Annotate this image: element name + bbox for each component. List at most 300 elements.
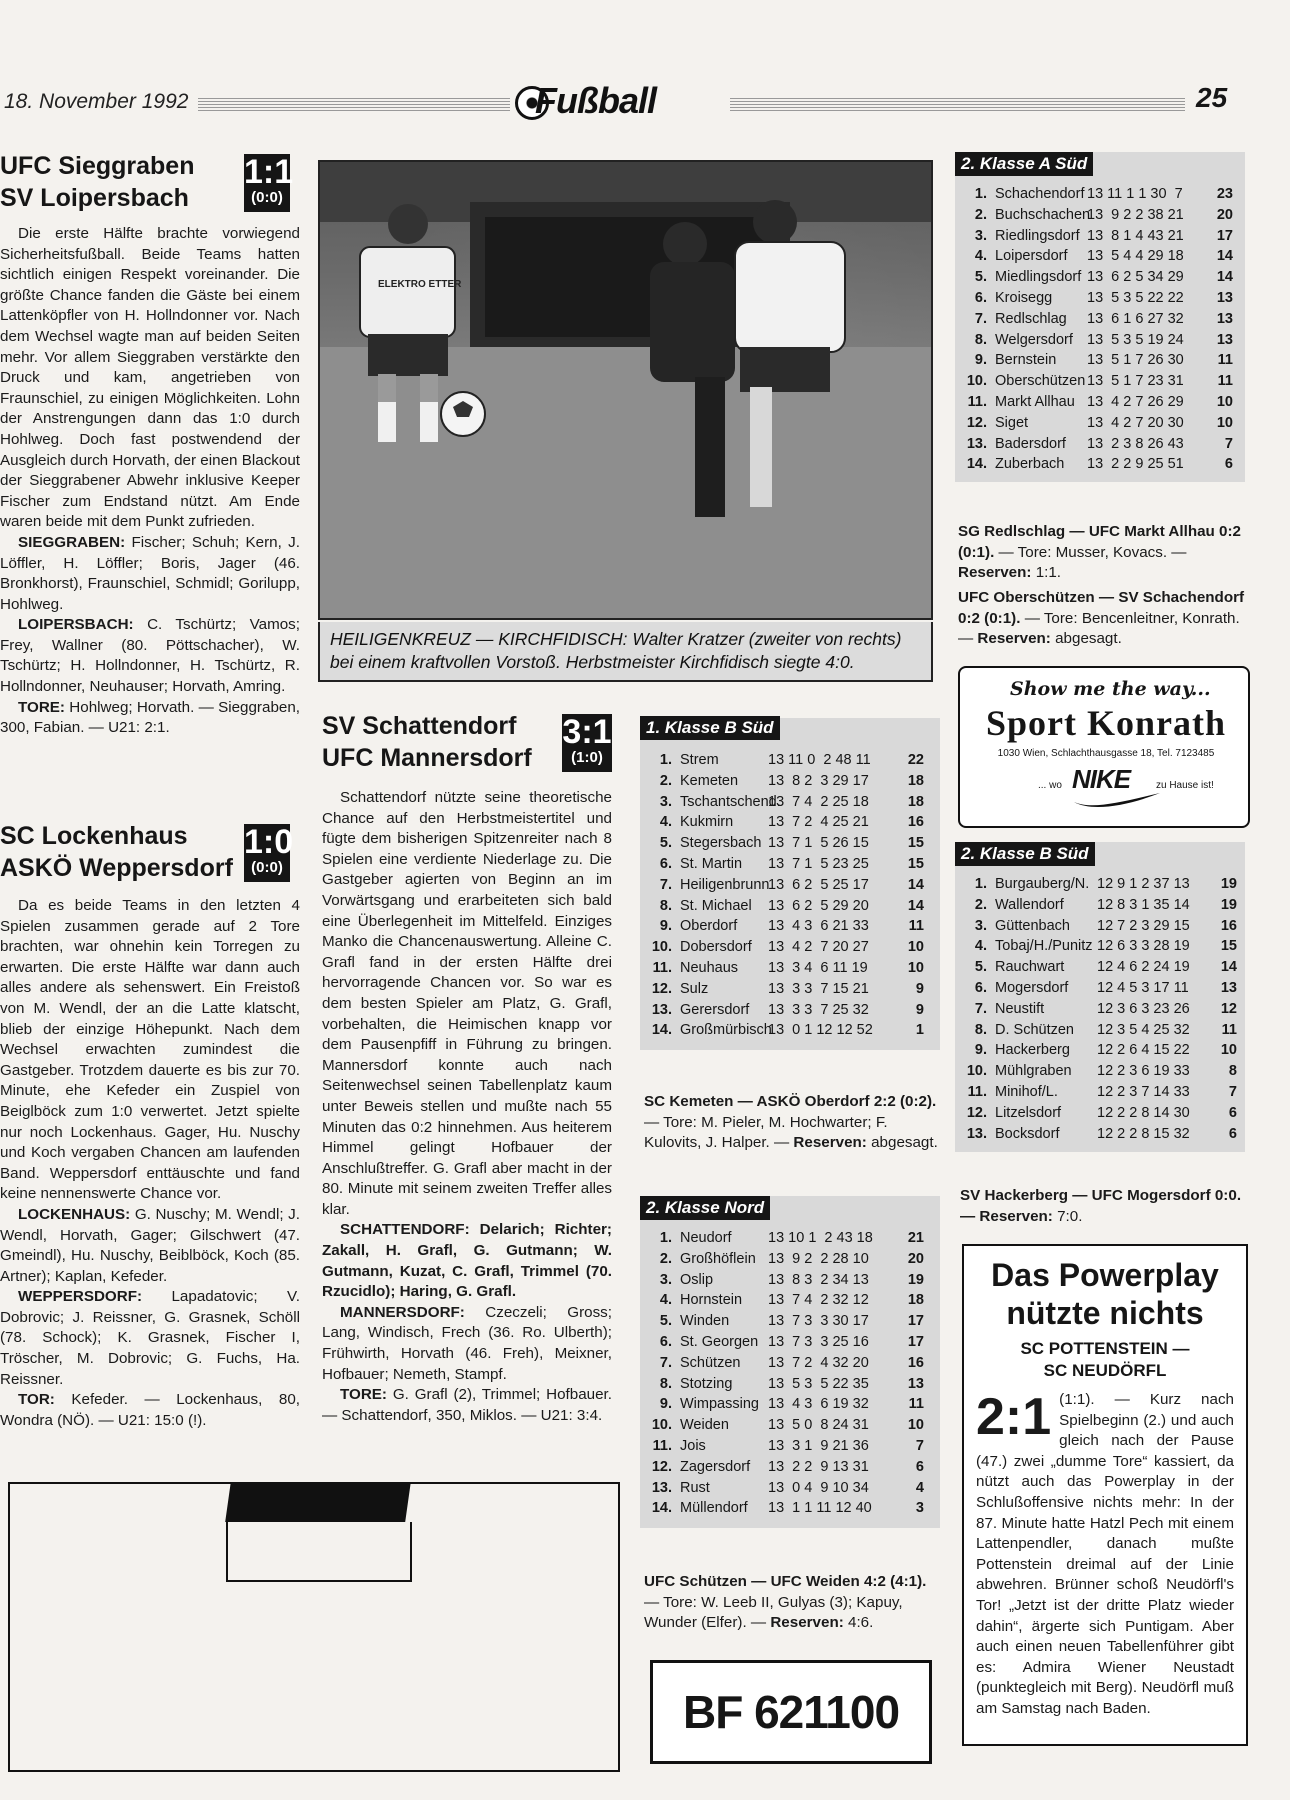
score-box	[244, 153, 294, 212]
table-row	[644, 1290, 936, 1311]
table-row	[644, 1436, 936, 1457]
stats-cell: 12 9 1 2 37 13	[1097, 876, 1190, 892]
table-row	[959, 936, 1241, 957]
team-cell: Siget	[995, 414, 1029, 431]
rank-cell: 10.	[651, 1417, 672, 1434]
table-row	[959, 978, 1241, 999]
rank-cell: 12.	[966, 1104, 987, 1121]
rank-cell: 13.	[966, 1125, 987, 1142]
table-row	[959, 350, 1241, 371]
stats-cell: 13 5 0 8 24 31	[768, 1417, 869, 1434]
team-cell: Weiden	[680, 1417, 729, 1434]
team-cell: Wallendorf	[995, 896, 1064, 913]
stats-cell: 12 3 6 3 23 26	[1097, 1000, 1190, 1017]
rank-cell: 11.	[967, 393, 987, 410]
table-row	[959, 1040, 1241, 1061]
points-cell: 15	[907, 855, 924, 872]
points-cell: 19	[1220, 896, 1237, 913]
goals-label: TOR:	[18, 1391, 55, 1409]
result-text: — Tore: Musser, Kovacs. —	[998, 543, 1187, 561]
stats-cell: 13 7 1 5 26 15	[768, 835, 869, 852]
points-cell: 18	[907, 772, 924, 789]
rank-cell: 5.	[974, 959, 987, 976]
rank-cell: 6.	[659, 1333, 672, 1350]
table-row	[959, 330, 1241, 351]
team-cell: Zuberbach	[995, 456, 1065, 473]
ad-shop-name: Sport Konrath	[985, 703, 1227, 743]
team-cell: Mogersdorf	[995, 979, 1069, 996]
lineup-text: C. Tschürtz; Vamos; Frey, Wallner (80. Pöttschacher), W. Tschürtz; H. Hollndonner, H. Tschürtz, R. Hollndonner, Neuhauser; Horvath, Amring.	[0, 616, 300, 696]
table-row	[644, 896, 936, 917]
points-cell: 10	[907, 959, 924, 976]
result-headline: SC Kemeten — ASKÖ Oberdorf 2:2 (0:2).	[644, 1093, 937, 1110]
rank-cell: 13.	[966, 435, 987, 452]
rank-cell: 8.	[659, 897, 672, 914]
points-cell: 3	[915, 1500, 924, 1517]
issue-date: 18. November 1992	[4, 90, 189, 113]
team-cell: Kroisegg	[995, 289, 1053, 306]
goals-label: TORE:	[18, 698, 65, 716]
stats-cell: 13 0 4 9 10 34	[768, 1479, 869, 1496]
team-cell: Litzelsdorf	[995, 1104, 1062, 1121]
team-cell: Rust	[680, 1479, 710, 1496]
result-text: — Tore: Bencenleitner, Konrath. —	[958, 609, 1240, 648]
table-row	[959, 288, 1241, 309]
result-oberschuetzen-schachendorf	[958, 588, 1250, 650]
stats-cell: 13 7 3 3 25 16	[768, 1333, 869, 1350]
table-row	[644, 979, 936, 1000]
team-cell: Kemeten	[680, 772, 739, 789]
match-photo	[318, 160, 933, 620]
stats-cell: 13 10 1 2 43 18	[768, 1230, 873, 1246]
stats-cell: 12 7 2 3 29 15	[1097, 917, 1190, 934]
table-row	[644, 1270, 936, 1291]
stats-cell: 13 4 3 6 19 32	[768, 1396, 869, 1413]
stats-cell: 13 0 1 12 12 52	[768, 1022, 873, 1039]
team-cell: St. Michael	[680, 897, 752, 914]
points-cell: 7	[915, 1437, 924, 1454]
team-cell: Winden	[680, 1313, 730, 1330]
table-row	[959, 916, 1241, 937]
stats-cell: 13 5 3 5 22 35	[768, 1375, 869, 1392]
table-row	[644, 1311, 936, 1332]
stats-cell: 12 6 3 3 28 19	[1097, 938, 1190, 955]
ad-text-after: zu Hause ist!	[1156, 780, 1214, 791]
rank-cell: 1.	[659, 752, 672, 768]
points-cell: 13	[1216, 310, 1233, 327]
home-team: SC Lockenhaus	[0, 822, 188, 850]
team-cell: St. Martin	[680, 855, 743, 872]
stats-cell: 13 7 4 2 25 18	[768, 793, 869, 810]
lineup-label: MANNERSDORF:	[340, 1303, 465, 1321]
table-row	[644, 750, 936, 771]
team-cell: Bernstein	[995, 352, 1057, 369]
stats-cell: 13 6 2 5 25 17	[768, 876, 869, 893]
team-cell: Mühlgraben	[995, 1063, 1072, 1080]
points-cell: 11	[908, 1396, 924, 1413]
match-report: Die erste Hälfte brachte vorwiegend Sicherheitsfußball. Beide Teams hatten sichtlich einigen Respekt voreinander. Die größte Chance fanden die Gäste bei einem Lattenköpfler von H. Hollndonner vor. Nach dem Wechsel wagte man auf beiden Seiten mehr. Vor allem Sieggraben verstärkte den Druck und kam, angetrieben von Fraunschiel, zu einigen Möglichkeiten. Lohn der Anstrengungen dann das 1:0 durch Hohlweg. Doch fast postwendend der Ausgleich durch Horvath, der einen Blackout der Sieggrabener Abwehr inklusive Keeper Fischer zum Endstand nützt. Am Ende waren beide mit dem Punkt zufrieden.	[0, 225, 300, 531]
points-cell: 10	[1216, 414, 1233, 431]
table-row	[959, 434, 1241, 455]
ad-slogan: Show me the way...	[1010, 678, 1211, 700]
rank-cell: 5.	[974, 269, 987, 286]
half-time-score: (0:0)	[251, 189, 283, 206]
team-cell: Stegersbach	[680, 835, 762, 852]
rank-cell: 3.	[974, 917, 987, 934]
points-cell: 11	[1221, 1021, 1237, 1038]
points-cell: 17	[907, 1313, 924, 1330]
goal-area-lines	[226, 1522, 412, 1582]
headline-line-2: nützte nichts	[1006, 1295, 1204, 1331]
match-home: SC POTTENSTEIN —	[1020, 1339, 1190, 1358]
stats-cell: 13 5 1 7 26 30	[1087, 352, 1184, 369]
table-row	[959, 246, 1241, 267]
points-cell: 17	[1216, 227, 1233, 244]
points-cell: 20	[907, 1250, 924, 1267]
points-cell: 11	[1217, 352, 1233, 369]
match-away: SC NEUDÖRFL	[1043, 1361, 1167, 1380]
stats-cell: 13 9 2 2 38 21	[1087, 206, 1184, 223]
rank-cell: 1.	[659, 1230, 672, 1246]
table-2-klasse-nord	[640, 1196, 940, 1528]
sport-konrath-ad	[958, 666, 1250, 828]
team-cell: Markt Allhau	[995, 393, 1075, 410]
points-cell: 11	[1217, 373, 1233, 390]
team-cell: Stotzing	[680, 1375, 733, 1392]
match-report: Da es beide Teams in den letzten 4 Spielen zusammen gerade auf 2 Tore brachten, war ohnehin kein Torregen zu erwarten. Die erste Hälfte war dann auch alles andere als sehenswert. Ein Freistoß von M. Wendl, der an die Latte klatscht, blieb der einzige Höhepunkt. Nach dem Wechsel erwachten zumindest die Gastgeber. Trotzdem dauerte es bis zur 70. Minute, ehe Kefeder ein Zuspiel von Beiglböck zum 1:0 verwertet. Jetzt spielte nur noch Lockenhaus. Gager, Hu. Nuschy und Koch vergaben Chancen am laufenden Band. Weppersdorf enttäuschte und fand keine nennenswerte Chance vor.	[0, 897, 300, 1203]
team-cell: Hackerberg	[995, 1042, 1070, 1059]
final-score: 3:1	[562, 713, 612, 751]
points-cell: 21	[907, 1230, 924, 1246]
points-cell: 15	[907, 835, 924, 852]
header-rule-right	[730, 98, 1185, 112]
points-cell: 13	[1216, 331, 1233, 348]
match-report: Schattendorf nützte seine theoretische Chance auf den Herbstmeistertitel und fügte dem bisherigen Spitzenreiter nach 8 Spielen eine verdiente Niederlage zu. Die Gastgeber agierten von Beginn an im Vorwärtsgang und erarbeiteten sich bald eine Überlegenheit im Mittelfeld. Einziges Manko die Chancenauswertung. Alleine C. Grafl fand in der ersten Hälfte drei hervorragende Chancen vor. So war es dem besten Spieler am Platz, G. Grafl, vorbehalten, die Heimischen knapp vor dem Pausenpfiff in Führung zu bringen. Mannersdorf konnte auch nach Seitenwechsel seinen Tabellenplatz kaum unter Beweis stellen und mußte nach 55 Minuten das 0:2 hinnehmen. Aus heiterem Himmel gelingt Hofbauer der Anschlußtreffer. G. Grafl aber macht in der 80. Minute mit seinem zweiten Treffer alles klar.	[322, 789, 612, 1218]
reserves-label: Reserven:	[793, 1134, 867, 1152]
score-initial: 2:1	[976, 1388, 1052, 1446]
rank-cell: 3.	[659, 793, 672, 810]
stats-cell: 13 6 2 5 29 20	[768, 897, 869, 914]
stats-cell: 13 3 3 7 25 32	[768, 1001, 869, 1018]
rank-cell: 9.	[974, 352, 987, 369]
table-2-klasse-a-sued	[955, 152, 1245, 482]
lineup-text: G. Nuschy; M. Wendl; J. Wendl, Horvath, Gager; Gilschwert (47. Gmeindl), Hu. Nuschy, Beiblböck, Koch (85. Artner); Kaplan, Kefeder.	[0, 1205, 300, 1285]
half-time-score: (0:0)	[251, 859, 283, 876]
points-cell: 22	[907, 752, 924, 768]
team-cell: Heiligenbrunn	[680, 876, 770, 893]
table-1-klasse-b-sued	[640, 718, 940, 1050]
reserves-result: abgesagt.	[1055, 630, 1122, 648]
rank-cell: 4.	[659, 1292, 672, 1309]
stats-cell: 13 7 2 4 25 21	[768, 814, 869, 831]
team-cell: Tobaj/H./Punitz	[995, 938, 1093, 955]
points-cell: 14	[1216, 269, 1233, 286]
shirt-print: ELEKTRO ETTER	[378, 279, 462, 290]
stats-cell: 13 8 2 3 29 17	[768, 772, 869, 789]
rank-cell: 7.	[974, 1000, 987, 1017]
table-row	[959, 1020, 1241, 1041]
rank-cell: 1.	[974, 876, 987, 892]
points-cell: 10	[907, 1417, 924, 1434]
points-cell: 14	[907, 897, 924, 914]
result-hackerberg-mogersdorf	[960, 1186, 1250, 1227]
stats-cell: 13 8 3 2 34 13	[768, 1271, 869, 1288]
lineup-away	[0, 1287, 300, 1390]
team-cell: Kukmirn	[680, 814, 734, 831]
lineup-label: LOIPERSBACH:	[18, 616, 134, 634]
stats-cell: 13 6 1 6 27 32	[1087, 310, 1184, 327]
reserves-label: Reserven:	[770, 1614, 844, 1632]
result-schuetzen-weiden	[644, 1572, 940, 1634]
table-row	[644, 916, 936, 937]
section-title: Fußball	[535, 80, 656, 121]
table-row	[959, 184, 1241, 205]
team-cell: Strem	[680, 752, 719, 768]
rank-cell: 4.	[659, 814, 672, 831]
rank-cell: 5.	[659, 1313, 672, 1330]
stats-cell: 13 11 0 2 48 11	[768, 752, 871, 768]
away-team: UFC Mannersdorf	[322, 744, 532, 772]
table-row	[959, 413, 1241, 434]
rank-cell: 8.	[974, 331, 987, 348]
team-cell: Minihof/L.	[995, 1083, 1058, 1100]
rank-cell: 6.	[974, 979, 987, 996]
team-cell: St. Georgen	[680, 1333, 759, 1350]
team-cell: Neuhaus	[680, 959, 739, 976]
table-row	[959, 309, 1241, 330]
stats-cell: 13 2 2 9 13 31	[768, 1458, 869, 1475]
stats-cell: 13 11 1 1 30 7	[1087, 186, 1183, 202]
lineup-label: LOCKENHAUS:	[18, 1205, 131, 1223]
stats-cell: 12 4 5 3 17 11	[1097, 979, 1189, 996]
table-row	[644, 792, 936, 813]
result-text: — Tore: M. Pieler, M. Hochwarter; F. Kulovits, J. Halper. —	[644, 1113, 888, 1152]
table-row	[644, 854, 936, 875]
stats-cell: 13 8 1 4 43 21	[1087, 227, 1184, 244]
rank-cell: 14.	[651, 1500, 672, 1517]
rank-cell: 8.	[659, 1375, 672, 1392]
points-cell: 20	[1216, 206, 1233, 223]
stats-cell: 13 9 2 2 28 10	[768, 1250, 869, 1267]
stats-cell: 13 4 2 7 20 30	[1087, 414, 1184, 431]
rank-cell: 3.	[974, 227, 987, 244]
table-row	[959, 454, 1241, 475]
team-cell: Müllendorf	[680, 1500, 748, 1517]
goals-line	[322, 1385, 612, 1426]
team-cell: Hornstein	[680, 1292, 743, 1309]
points-cell: 9	[915, 980, 924, 997]
reserves-result: 7:0.	[1057, 1207, 1083, 1225]
stats-cell: 13 7 2 4 32 20	[768, 1354, 869, 1371]
nike-logo: NIKE	[1072, 764, 1131, 794]
points-cell: 16	[907, 814, 924, 831]
result-headline: UFC Schützen — UFC Weiden 4:2 (4:1).	[644, 1573, 927, 1590]
rank-cell: 9.	[659, 918, 672, 935]
rank-cell: 12.	[651, 1458, 672, 1475]
article-body	[964, 1382, 1246, 1720]
lineup-home	[322, 1220, 612, 1302]
team-cell: Burgauberg/N.	[995, 876, 1090, 892]
result-redlschlag-markt-allhau	[958, 522, 1250, 584]
table-row	[959, 267, 1241, 288]
stats-cell: 13 5 4 4 29 18	[1087, 248, 1184, 265]
lineup-away	[0, 615, 300, 697]
rank-cell: 3.	[659, 1271, 672, 1288]
table-row	[644, 812, 936, 833]
points-cell: 23	[1216, 186, 1233, 202]
points-cell: 6	[915, 1458, 924, 1475]
reserves-result: 4:6.	[848, 1614, 874, 1632]
swoosh-icon	[1072, 792, 1162, 808]
team-cell: Oberdorf	[680, 918, 738, 935]
stats-cell: 13 3 1 9 21 36	[768, 1437, 869, 1454]
team-cell: Dobersdorf	[680, 939, 752, 956]
team-cell: Neudorf	[680, 1230, 732, 1246]
points-cell: 16	[907, 1354, 924, 1371]
rank-cell: 11.	[652, 959, 672, 976]
table-row	[644, 1457, 936, 1478]
rank-cell: 10.	[651, 939, 672, 956]
points-cell: 6	[1228, 1104, 1237, 1121]
rank-cell: 2.	[974, 206, 987, 223]
team-cell: Oslip	[680, 1271, 714, 1288]
points-cell: 19	[1220, 876, 1237, 892]
table-row	[644, 1394, 936, 1415]
powerplay-article	[962, 1244, 1248, 1746]
stats-cell: 12 2 3 7 14 33	[1097, 1083, 1190, 1100]
table-row	[644, 1228, 936, 1249]
rank-cell: 11.	[652, 1437, 672, 1454]
reserves-result: abgesagt.	[871, 1134, 938, 1152]
table-row	[644, 771, 936, 792]
match-schattendorf-mannersdorf	[322, 710, 612, 1426]
stats-cell: 12 4 6 2 24 19	[1097, 959, 1190, 976]
points-cell: 14	[907, 876, 924, 893]
football-scene-illustration	[320, 162, 933, 620]
headline-line-1: Das Powerplay	[991, 1257, 1219, 1293]
table-row	[959, 205, 1241, 226]
team-cell: Tschantschend.	[680, 793, 781, 810]
rank-cell: 12.	[966, 414, 987, 431]
table-row	[959, 1082, 1241, 1103]
table-row	[644, 1249, 936, 1270]
home-team: UFC Sieggraben	[0, 152, 195, 180]
points-cell: 6	[1224, 456, 1233, 473]
team-cell: Gerersdorf	[680, 1001, 750, 1018]
stats-cell: 13 1 1 11 12 40	[768, 1500, 872, 1517]
table-row	[959, 1124, 1241, 1145]
lineup-label: SIEGGRABEN:	[18, 533, 126, 551]
team-cell: Güttenbach	[995, 917, 1070, 934]
reserves-label: — Reserven:	[960, 1207, 1053, 1225]
rank-cell: 2.	[659, 772, 672, 789]
team-cell: Oberschützen	[995, 373, 1086, 390]
points-cell: 7	[1228, 1083, 1237, 1100]
rank-cell: 11.	[967, 1083, 987, 1100]
table-title: 2. Klasse B Süd	[955, 842, 1095, 866]
result-kemeten-oberdorf	[644, 1092, 940, 1154]
table-title: 2. Klasse A Süd	[955, 152, 1093, 176]
table-row	[959, 999, 1241, 1020]
points-cell: 15	[1220, 938, 1237, 955]
goals-text: G. Grafl (2), Trimmel; Hofbauer. — Schattendorf, 350, Miklos. — U21: 3:4.	[322, 1386, 612, 1424]
points-cell: 16	[1220, 917, 1237, 934]
lineup-home	[0, 533, 300, 615]
ad-address: 1030 Wien, Schlachthausgasse 18, Tel. 7123485	[997, 748, 1215, 759]
goals-text: Kefeder. — Lockenhaus, 80, Wondra (NÖ). — U21: 15:0 (!).	[0, 1391, 300, 1429]
rank-cell: 14.	[966, 456, 987, 473]
stats-cell: 13 4 2 7 20 27	[768, 939, 869, 956]
header-rule-left	[198, 98, 510, 112]
stats-cell: 12 8 3 1 35 14	[1097, 896, 1190, 913]
team-cell: Sulz	[680, 980, 709, 997]
team-cell: Neustift	[995, 1000, 1045, 1017]
rank-cell: 14.	[651, 1022, 672, 1039]
away-team: ASKÖ Weppersdorf	[0, 854, 233, 882]
team-cell: Zagersdorf	[680, 1458, 751, 1475]
points-cell: 11	[908, 918, 924, 935]
goals-text: Hohlweg; Horvath. — Sieggraben, 300, Fabian. — U21: 2:1.	[0, 698, 300, 737]
rank-cell: 2.	[974, 896, 987, 913]
rank-cell: 12.	[651, 980, 672, 997]
rank-cell: 7.	[659, 1354, 672, 1371]
team-cell: Miedlingsdorf	[995, 269, 1082, 286]
article-text: (1:1). — Kurz nach Spielbeginn (2.) und auch gleich nach der Pause (47.) zwei „dumme Tore“ kassiert, da nützt auch das Powerplay in der Schlußoffensive nichts mehr: In der 87. Minute hatte Hatzl Pech mit einem Lattenpendler, danach mußte Pottenstein dreimal auf der Linie abwehren. Brünner schoß Neudörfl's Tor! „Jetzt ist der dritte Platz wieder dahin“, ärgerte sich Puntigam. Aber auch einen neuen Tabellenführer gibt es: Admira Wiener Neustadt (punktegleich mit Berg). Neudörfl muß am Samstag nach Baden.	[976, 1391, 1234, 1717]
team-cell: Loipersdorf	[995, 248, 1068, 265]
points-cell: 14	[1220, 959, 1237, 976]
team-cell: Wimpassing	[680, 1396, 759, 1413]
lineup-text: Lapadatovic; V. Dobrovic; J. Reissner, G. Grasnek, Schöll (78. Schock); K. Grasnek, Fischer I, Tröscher, M. Dobrovic; G. Fuchs, Ha. Reissner.	[0, 1288, 300, 1388]
team-cell: Welgersdorf	[995, 331, 1073, 348]
points-cell: 9	[915, 1001, 924, 1018]
points-cell: 10	[907, 939, 924, 956]
result-headline: SG Redlschlag — UFC Markt Allhau 0:2 (0:1).	[958, 523, 1241, 561]
table-row	[644, 1415, 936, 1436]
lineup-label: SCHATTENDORF:	[340, 1221, 470, 1239]
stats-cell: 13 5 1 7 23 31	[1087, 373, 1184, 390]
photo-caption: HEILIGENKREUZ — KIRCHFIDISCH: Walter Kratzer (zweiter von rechts) bei einem kraftvollen Vorstoß. Herbstmeister Kirchfidisch siegte 4:0.	[318, 622, 933, 682]
page-number: 25	[1196, 82, 1228, 113]
table-title: 1. Klasse B Süd	[640, 716, 780, 740]
stats-cell: 12 2 2 8 15 32	[1097, 1125, 1190, 1142]
stats-cell: 13 6 2 5 34 29	[1087, 269, 1184, 286]
stats-cell: 13 7 3 3 30 17	[768, 1313, 869, 1330]
reserves-label: Reserven:	[958, 564, 1032, 582]
rank-cell: 6.	[659, 855, 672, 872]
points-cell: 10	[1216, 393, 1233, 410]
bf-code-box: BF 621100	[650, 1660, 932, 1764]
rank-cell: 5.	[659, 835, 672, 852]
result-headline: SV Hackerberg — UFC Mogersdorf 0:0.	[960, 1187, 1242, 1204]
table-row	[959, 895, 1241, 916]
points-cell: 13	[907, 1375, 924, 1392]
points-cell: 17	[907, 1333, 924, 1350]
team-cell: Großhöflein	[680, 1250, 756, 1267]
rank-cell: 1.	[974, 186, 987, 202]
ad-text-before: ... wo	[1038, 780, 1062, 791]
lineup-label: WEPPERSDORF:	[18, 1288, 143, 1306]
stats-cell: 13 3 3 7 15 21	[768, 980, 869, 997]
final-score: 1:0	[244, 823, 294, 861]
points-cell: 10	[1220, 1042, 1237, 1059]
rank-cell: 9.	[974, 1042, 987, 1059]
table-row	[959, 1103, 1241, 1124]
team-cell: Jois	[680, 1437, 706, 1454]
points-cell: 4	[915, 1479, 924, 1496]
rank-cell: 10.	[966, 1063, 987, 1080]
final-score: 1:1	[244, 153, 294, 191]
rank-cell: 7.	[974, 310, 987, 327]
